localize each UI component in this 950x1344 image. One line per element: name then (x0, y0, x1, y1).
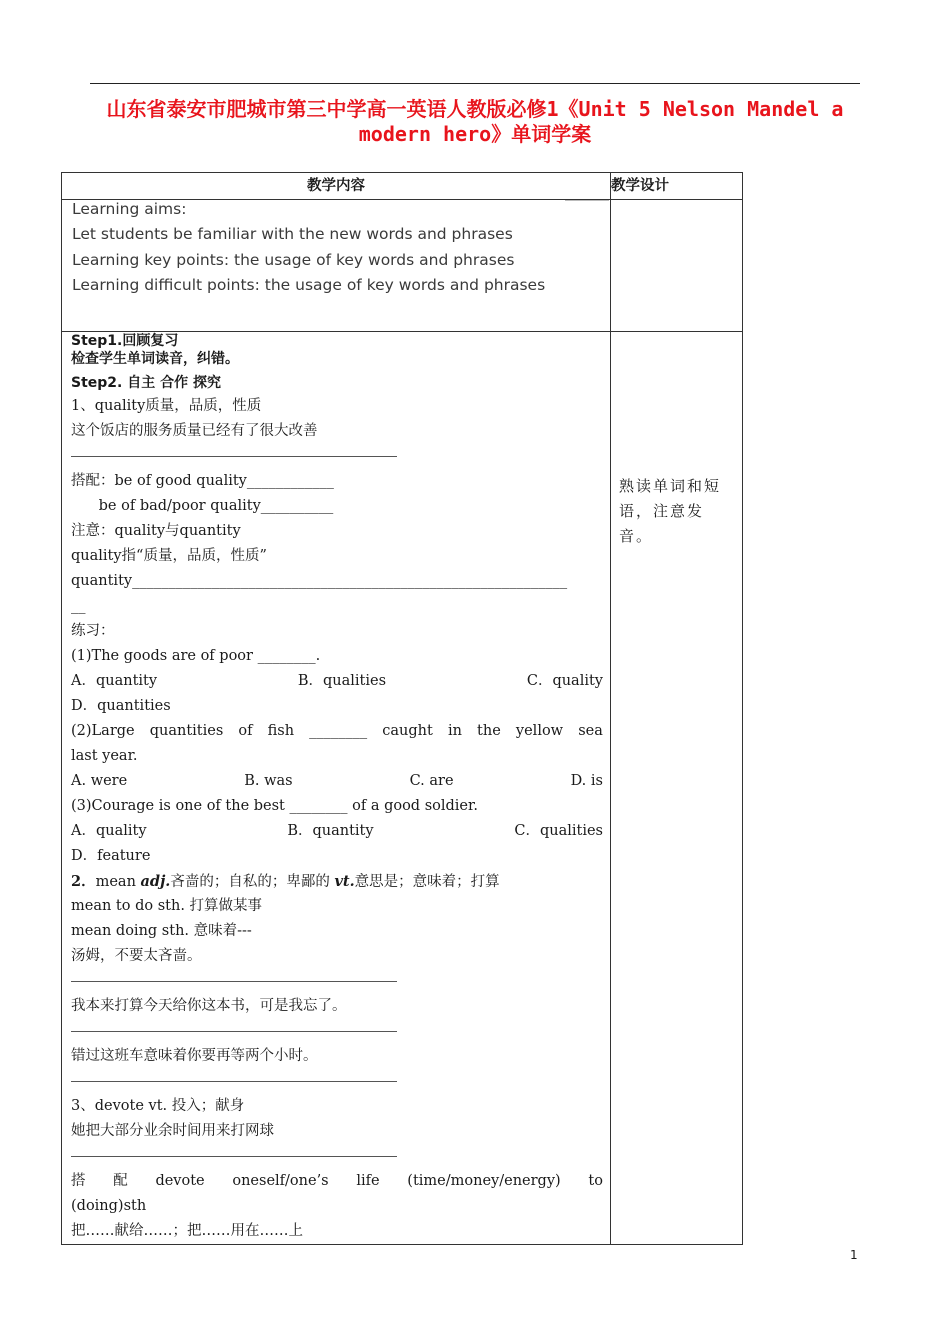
colloc-word: to (588, 1173, 603, 1189)
aims-item: Learning difficult points: the usage of key words and phrases (72, 275, 546, 294)
option-c[interactable]: C．quality (526, 673, 603, 689)
question-3-options (71, 819, 603, 844)
question-1: (1)The goods are of poor ________. (71, 648, 321, 664)
q2-word: caught (382, 723, 433, 739)
word3-meaning: 把……献给……；把……用在……上 (71, 1223, 303, 1239)
word2-term: mean (95, 874, 141, 890)
word1-note: 注意：quality与quantity (71, 523, 241, 539)
option-a[interactable]: A．quantity (71, 673, 158, 689)
page-title (80, 97, 870, 147)
word1-collocation: 搭配：be of good quality____________ (71, 473, 334, 489)
colloc-word: oneself/one’s (232, 1173, 329, 1189)
word2-pos-adj: adj. (140, 873, 171, 890)
page-number: 1 (850, 1248, 858, 1262)
question-3: (3)Courage is one of the best ________ of a good soldier. (71, 798, 478, 814)
q2-word: in (447, 723, 462, 739)
aims-row (62, 200, 743, 332)
answer-blank[interactable] (71, 1069, 603, 1094)
word1-heading: 1、quality质量，品质，性质 (71, 398, 262, 414)
aims-design-cell (611, 200, 743, 332)
word2-pos-vt: vt. (334, 873, 355, 890)
word3-sentence: 她把大部分业余时间用来打网球 (71, 1123, 274, 1139)
lesson-table (61, 172, 743, 1245)
question-2 (71, 719, 603, 744)
word2-sentence: 错过这班车意味着你要再等两个小时。 (71, 1048, 318, 1064)
word2-vt-meaning: 意思是；意味着；打算 (354, 874, 500, 890)
step2-heading: Step2. 自主 合作 探究 (71, 375, 221, 391)
word1-sentence: 这个饭店的服务质量已经有了很大改善 (71, 423, 318, 439)
option-b[interactable]: B．qualities (297, 673, 387, 689)
word3-collocation (71, 1169, 603, 1194)
option-d[interactable]: D．quantities (71, 698, 171, 714)
content-column-header: 教学内容 (62, 173, 611, 200)
q2-word: quantities (149, 723, 224, 739)
option-b[interactable]: B. was (244, 773, 293, 789)
title-line-1: 山东省泰安市肥城市第三中学高一英语人教版必修1《Unit 5 Nelson Mandel a (106, 97, 844, 121)
word1-note: quality指“质量，品质，性质” (71, 548, 267, 564)
answer-blank[interactable] (71, 969, 603, 994)
q2-word: of (238, 723, 253, 739)
table-header-row (62, 173, 743, 200)
header-rule (90, 83, 860, 84)
aims-item: Let students be familiar with the new words and phrases (72, 225, 513, 244)
design-column-header: 教学设计 (611, 173, 743, 200)
word2-usage: mean to do sth. 打算做某事 (71, 898, 263, 914)
option-a[interactable]: A．quality (71, 823, 147, 839)
question-1-options (71, 669, 603, 694)
word3-collocation-continued: (doing)sth (71, 1198, 147, 1214)
question-2-continued: last year. (71, 748, 138, 764)
steps-row (62, 332, 743, 1245)
q2-blank[interactable]: ________ (309, 723, 368, 739)
word1-note-continued: __ (71, 598, 86, 614)
answer-blank[interactable] (71, 1144, 603, 1169)
q2-word: (2)Large (71, 723, 135, 739)
step1-detail: 检查学生单词读音，纠错。 (71, 351, 239, 367)
step1-heading: Step1.回顾复习 (71, 333, 179, 349)
aims-heading: Learning aims: (72, 200, 187, 218)
q2-word: the (477, 723, 501, 739)
answer-blank[interactable] (71, 444, 603, 469)
word1-collocation: be of bad/poor quality__________ (71, 498, 334, 514)
aims-cell (62, 200, 611, 332)
word3-heading: 3、devote vt. 投入；献身 (71, 1098, 245, 1114)
q2-word: yellow (515, 723, 564, 739)
word1-note: quantity____________________________________________________________ (71, 573, 568, 589)
word2-sentence: 我本来打算今天给你这本书，可是我忘了。 (71, 998, 347, 1014)
aims-item: Learning key points: the usage of key words and phrases (72, 250, 515, 269)
aims-divider (565, 200, 609, 201)
option-a[interactable]: A. were (71, 773, 128, 789)
answer-blank[interactable] (71, 1019, 603, 1044)
colloc-word: (time/money/energy) (407, 1173, 561, 1189)
option-d[interactable]: D．feature (71, 848, 151, 864)
design-note: 熟读单词和短语，注意发音。 (619, 477, 722, 545)
steps-cell (62, 332, 611, 1245)
word2-number: 2． (71, 873, 96, 890)
word2-adj-meaning: 吝啬的；自私的；卑鄙的 (170, 874, 335, 890)
colloc-word: devote (155, 1173, 205, 1189)
colloc-word: 配 (113, 1173, 128, 1189)
option-c[interactable]: C. are (409, 773, 454, 789)
q2-word: fish (267, 723, 295, 739)
word2-heading (71, 869, 603, 894)
word2-usage: mean doing sth. 意味着--- (71, 923, 252, 939)
option-c[interactable]: C．qualities (514, 823, 603, 839)
title-line-2: modern hero》单词学案 (358, 122, 592, 146)
word2-sentence: 汤姆，不要太吝啬。 (71, 948, 202, 964)
design-cell (611, 332, 743, 1245)
question-2-options (71, 769, 603, 794)
q2-word: sea (578, 723, 603, 739)
colloc-word: life (356, 1173, 380, 1189)
option-d[interactable]: D. is (570, 773, 603, 789)
option-b[interactable]: B．quantity (287, 823, 374, 839)
colloc-word: 搭 (71, 1173, 86, 1189)
practice-heading: 练习： (71, 623, 115, 639)
